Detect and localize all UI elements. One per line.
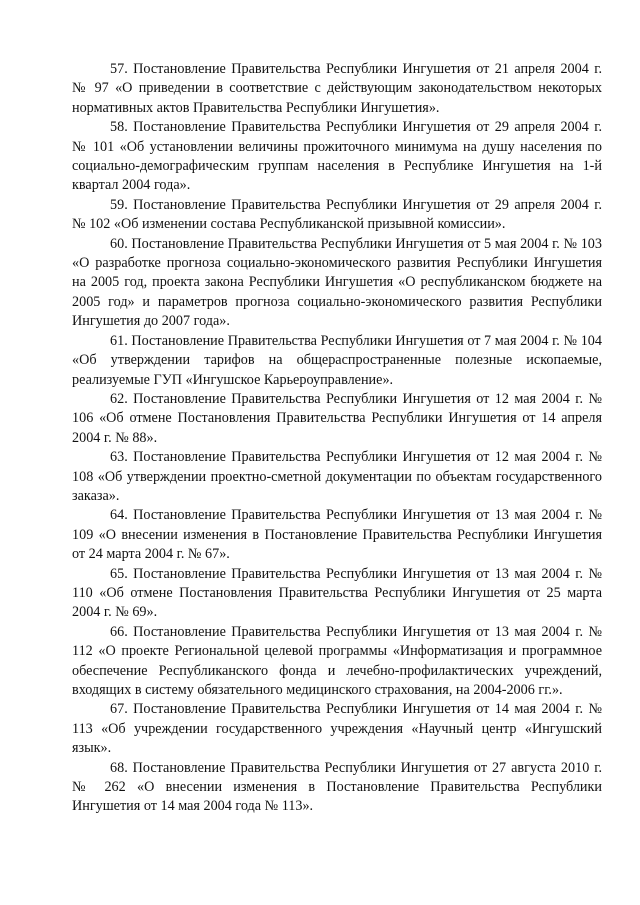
list-item-65: 65. Постановление Правительства Республики Ингушетия от 13 мая 2004 г. № 110 «Об отмене Постановления Правительства Республики Ингушетия от 25 марта 2004 г. № 69».: [72, 565, 602, 621]
list-item-64: 64. Постановление Правительства Республики Ингушетия от 13 мая 2004 г. № 109 «О внесении изменения в Постановление Правительства Республики Ингушетия от 24 марта 2004 г. № 67».: [72, 507, 602, 563]
list-item-60: 60. Постановление Правительства Республики Ингушетия от 5 мая 2004 г. № 103 «О разработке прогноза социально-экономического развития Республики Ингушетия на 2005 год, проекта закона Республики Ингушетия «О республиканском бюджете на 2005 год» и параметров прогноза социально-экономического развития Республики Ингушетия до 2007 года».: [72, 235, 602, 330]
list-item-58: 58. Постановление Правительства Республики Ингушетия от 29 апреля 2004 г. № 101 «Об установлении величины прожиточного минимума на душу населения по социально-демографическим группам населения в Республике Ингушетия на 1-й квартал 2004 года».: [72, 119, 602, 194]
list-item-59: 59. Постановление Правительства Республики Ингушетия от 29 апреля 2004 г. № 102 «Об изменении состава Республиканской призывной комиссии».: [72, 196, 602, 233]
list-item-63: 63. Постановление Правительства Республики Ингушетия от 12 мая 2004 г. № 108 «Об утверждении проектно-сметной документации по объектам государственного заказа».: [72, 449, 602, 504]
list-item-67: 67. Постановление Правительства Республики Ингушетия от 14 мая 2004 г. № 113 «Об учреждении государственного учреждения «Научный центр «Ингушский язык».: [72, 701, 602, 757]
document-page: [72, 60, 602, 817]
list-item-62: 62. Постановление Правительства Республики Ингушетия от 12 мая 2004 г. № 106 «Об отмене Постановления Правительства Республики Ингушетия от 14 апреля 2004 г. № 88».: [72, 390, 602, 446]
list-item-68: 68. Постановление Правительства Республики Ингушетия от 27 августа 2010 г. № 262 «О внесении изменения в Постановление Правительства Республики Ингушетия от 14 мая 2004 года № 113».: [72, 759, 602, 815]
list-item-57: 57. Постановление Правительства Республики Ингушетия от 21 апреля 2004 г. № 97 «О приведении в соответствие с действующим законодательством некоторых нормативных актов Правительства Республики Ингушетия».: [72, 61, 602, 116]
list-item-66: 66. Постановление Правительства Республики Ингушетия от 13 мая 2004 г. № 112 «О проекте Региональной целевой программы «Информатизация и программное обеспечение Республиканского фонда и лечебно-профилактических учреждений, входящих в систему обязательного медицинского страхования, на 2004-2006 гг.».: [72, 623, 602, 698]
list-item-61: 61. Постановление Правительства Республики Ингушетия от 7 мая 2004 г. № 104 «Об утверждении тарифов на общераспространенные полезные ископаемые, реализуемые ГУП «Ингушское Карьероуправление».: [72, 332, 602, 388]
